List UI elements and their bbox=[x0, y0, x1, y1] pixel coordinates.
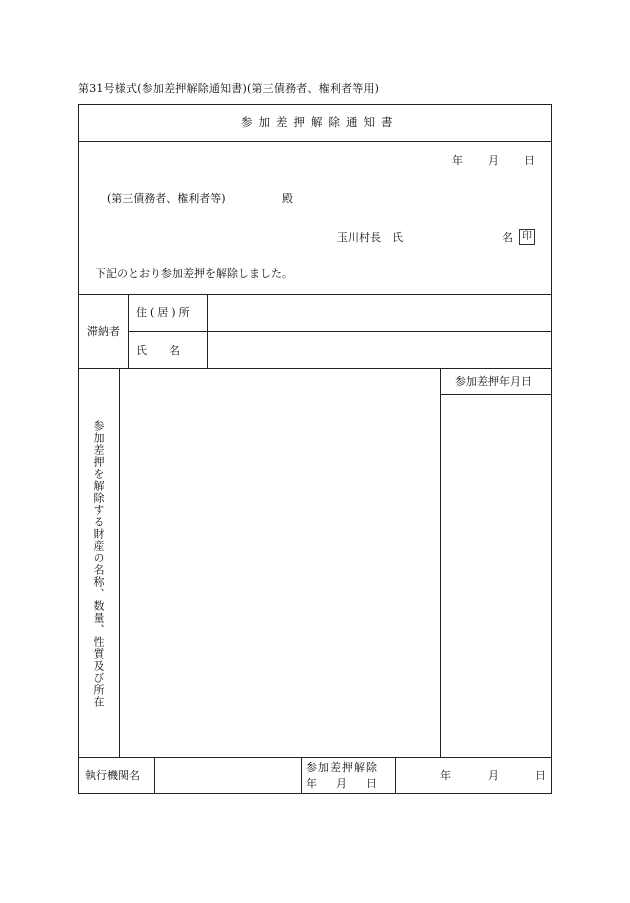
date-month-label: 月 bbox=[488, 154, 499, 167]
release-year-label: 年 bbox=[440, 769, 451, 782]
date-header-divider bbox=[440, 394, 552, 395]
delinquent-label-divider bbox=[128, 294, 129, 368]
date-year-label: 年 bbox=[452, 154, 463, 167]
form-frame bbox=[78, 104, 552, 794]
addressee-label: (第三債務者、権利者等) bbox=[107, 192, 226, 205]
document-title: 参加差押解除通知書 bbox=[241, 115, 399, 129]
date-day-label: 日 bbox=[524, 154, 535, 167]
property-vertical-label: 参加差押を解除する財産の名称、数量、性質及び所在 bbox=[92, 420, 105, 708]
footer-divider-3 bbox=[395, 757, 396, 794]
sender-title: 玉川村長 氏 bbox=[337, 231, 403, 244]
delinquent-row-divider bbox=[128, 331, 552, 332]
delinquent-bottom-divider bbox=[78, 368, 552, 369]
title-divider bbox=[78, 141, 552, 142]
agency-label: 執行機関名 bbox=[85, 769, 140, 782]
release-label-line1: 参加差押解除 bbox=[306, 761, 378, 774]
address-label: 住(居)所 bbox=[136, 306, 193, 319]
name-label: 氏 名 bbox=[136, 344, 180, 357]
footer-divider-1 bbox=[154, 757, 155, 794]
addressee-honorific: 殿 bbox=[282, 192, 293, 205]
delinquent-label: 滞納者 bbox=[87, 325, 120, 338]
attachment-date-header: 参加差押年月日 bbox=[455, 375, 532, 388]
property-label-divider bbox=[119, 368, 120, 757]
form-heading: 第31号様式(参加差押解除通知書)(第三債務者、権利者等用) bbox=[78, 82, 380, 95]
property-date-divider bbox=[440, 368, 441, 757]
footer-divider-2 bbox=[301, 757, 302, 794]
release-day-label: 日 bbox=[535, 769, 546, 782]
delinquent-field-divider bbox=[207, 294, 208, 368]
sender-name-suffix: 名 bbox=[502, 231, 513, 244]
header-divider bbox=[78, 294, 552, 295]
release-month-label: 月 bbox=[488, 769, 499, 782]
seal-mark: 印 bbox=[519, 229, 535, 245]
footer-divider bbox=[78, 757, 552, 758]
notice-body-text: 下記のとおり参加差押を解除しました。 bbox=[95, 267, 293, 280]
release-label-line2: 年 月 日 bbox=[306, 777, 381, 790]
